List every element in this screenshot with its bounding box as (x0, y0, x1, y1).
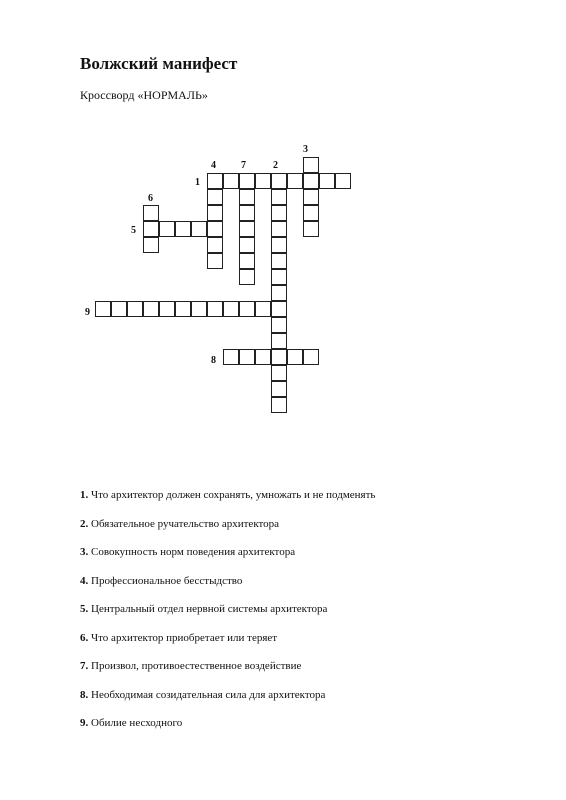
crossword-cell[interactable] (319, 173, 335, 189)
crossword-cell[interactable] (303, 205, 319, 221)
crossword-cell[interactable] (271, 205, 287, 221)
crossword-cell[interactable] (111, 301, 127, 317)
clue-list (80, 488, 520, 745)
crossword-cell[interactable] (207, 221, 223, 237)
clue-item: 4. Профессиональное бесстыдство (80, 574, 243, 587)
crossword-cell[interactable] (255, 301, 271, 317)
crossword-cell[interactable] (143, 205, 159, 221)
crossword-cell[interactable] (143, 221, 159, 237)
clue-number-6: 6 (148, 193, 153, 204)
crossword-cell[interactable] (207, 237, 223, 253)
crossword-cell[interactable] (271, 173, 287, 189)
crossword-cell[interactable] (303, 173, 319, 189)
crossword-cell[interactable] (239, 221, 255, 237)
crossword-cell[interactable] (271, 365, 287, 381)
crossword-cell[interactable] (239, 237, 255, 253)
clue-number-4: 4 (211, 160, 216, 171)
crossword-cell[interactable] (271, 333, 287, 349)
clue-item: 2. Обязательное ручательство архитектора (80, 517, 280, 530)
crossword-cell[interactable] (239, 349, 255, 365)
crossword-cell[interactable] (239, 301, 255, 317)
clue-item: 7. Произвол, противоестественное воздействие (80, 660, 302, 672)
crossword-cell[interactable] (271, 189, 287, 205)
crossword-cell[interactable] (303, 189, 319, 205)
crossword-cell[interactable] (271, 269, 287, 285)
crossword-cell[interactable] (271, 221, 287, 237)
crossword-cell[interactable] (255, 173, 271, 189)
crossword-cell[interactable] (159, 301, 175, 317)
crossword-cell[interactable] (207, 301, 223, 317)
crossword-cell[interactable] (271, 381, 287, 397)
clue-item: 5. Центральный отдел нервной системы архитектора (80, 603, 328, 615)
clue-number-9: 9 (85, 307, 90, 318)
crossword-cell[interactable] (239, 253, 255, 269)
clue-number-8: 8 (211, 355, 216, 366)
clue-number-1: 1 (195, 177, 200, 188)
crossword-cell[interactable] (239, 173, 255, 189)
clue-item: 8. Необходимая созидательная сила для архитектора (80, 688, 326, 701)
crossword-cell[interactable] (271, 349, 287, 365)
crossword-cell[interactable] (271, 285, 287, 301)
crossword-cell[interactable] (287, 173, 303, 189)
crossword-cell[interactable] (143, 301, 159, 317)
crossword-cell[interactable] (127, 301, 143, 317)
crossword-cell[interactable] (335, 173, 351, 189)
clue-number-7: 7 (241, 160, 246, 171)
clue-number-2: 2 (273, 160, 278, 171)
crossword-cell[interactable] (271, 301, 287, 317)
crossword-cell[interactable] (143, 237, 159, 253)
crossword-cell[interactable] (239, 205, 255, 221)
crossword-cell[interactable] (223, 301, 239, 317)
crossword-cell[interactable] (207, 205, 223, 221)
page-subtitle: Кроссворд «НОРМАЛЬ» (80, 88, 208, 102)
clue-item: 9. Обилие несходного (80, 717, 183, 729)
crossword-cell[interactable] (271, 317, 287, 333)
crossword-cell[interactable] (175, 221, 191, 237)
crossword-cell[interactable] (191, 301, 207, 317)
crossword-cell[interactable] (191, 221, 207, 237)
clue-number-5: 5 (131, 225, 136, 236)
clue-item: 3. Совокупность норм поведения архитектора (80, 546, 296, 558)
crossword-cell[interactable] (303, 349, 319, 365)
crossword-cell[interactable] (175, 301, 191, 317)
clue-item: 6. Что архитектор приобретает или теряет (80, 631, 278, 644)
crossword-cell[interactable] (239, 269, 255, 285)
crossword-cell[interactable] (159, 221, 175, 237)
crossword-cell[interactable] (207, 253, 223, 269)
crossword-cell[interactable] (271, 397, 287, 413)
crossword-cell[interactable] (271, 253, 287, 269)
crossword-cell[interactable] (239, 189, 255, 205)
clue-item: 1. Что архитектор должен сохранять, умножать и не подменять (80, 489, 376, 501)
clue-number-3: 3 (303, 144, 308, 155)
crossword-cell[interactable] (207, 189, 223, 205)
crossword-cell[interactable] (303, 221, 319, 237)
crossword-cell[interactable] (303, 157, 319, 173)
crossword-cell[interactable] (95, 301, 111, 317)
crossword-cell[interactable] (287, 349, 303, 365)
crossword-cell[interactable] (207, 173, 223, 189)
page-title: Волжский манифест (80, 54, 238, 73)
crossword-cell[interactable] (255, 349, 271, 365)
crossword-cell[interactable] (271, 237, 287, 253)
crossword-cell[interactable] (223, 349, 239, 365)
crossword-cell[interactable] (223, 173, 239, 189)
